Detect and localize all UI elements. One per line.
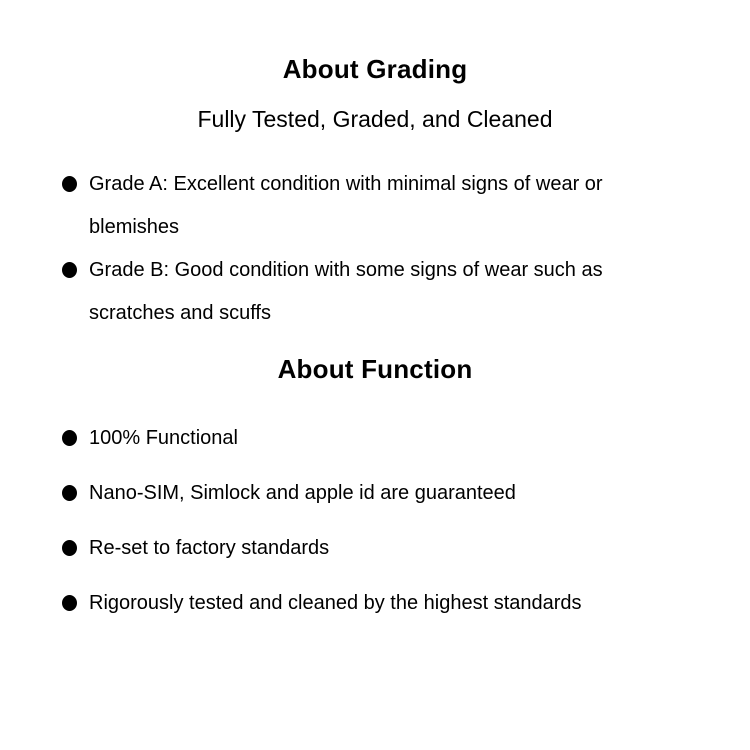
bullet-icon — [62, 595, 77, 611]
grading-list — [0, 163, 634, 335]
list-item — [62, 417, 634, 460]
bullet-icon — [62, 485, 77, 501]
list-item-text: Nano-SIM, Simlock and apple id are guaranteed — [89, 482, 516, 504]
list-item-text: Re-set to factory standards — [89, 537, 330, 559]
bullet-icon — [62, 176, 77, 192]
grading-subtitle: Fully Tested, Graded, and Cleaned — [197, 106, 553, 132]
list-item — [62, 249, 634, 335]
list-item-text: Grade A: Excellent condition with minimal signs of wear or blemishes — [89, 173, 603, 238]
list-item — [62, 527, 634, 570]
function-list — [0, 417, 634, 625]
bullet-icon — [62, 430, 77, 446]
about-grading-title: About Grading — [282, 54, 468, 84]
bullet-icon — [62, 540, 77, 556]
list-item — [62, 163, 634, 249]
list-item — [62, 472, 634, 515]
list-item — [62, 582, 634, 625]
list-item-text: Grade B: Good condition with some signs of wear such as scratches and scuffs — [89, 259, 603, 324]
list-item-text: Rigorously tested and cleaned by the highest standards — [89, 592, 582, 614]
bullet-icon — [62, 262, 77, 278]
list-item-text: 100% Functional — [89, 427, 238, 449]
about-function-title: About Function — [277, 354, 473, 384]
